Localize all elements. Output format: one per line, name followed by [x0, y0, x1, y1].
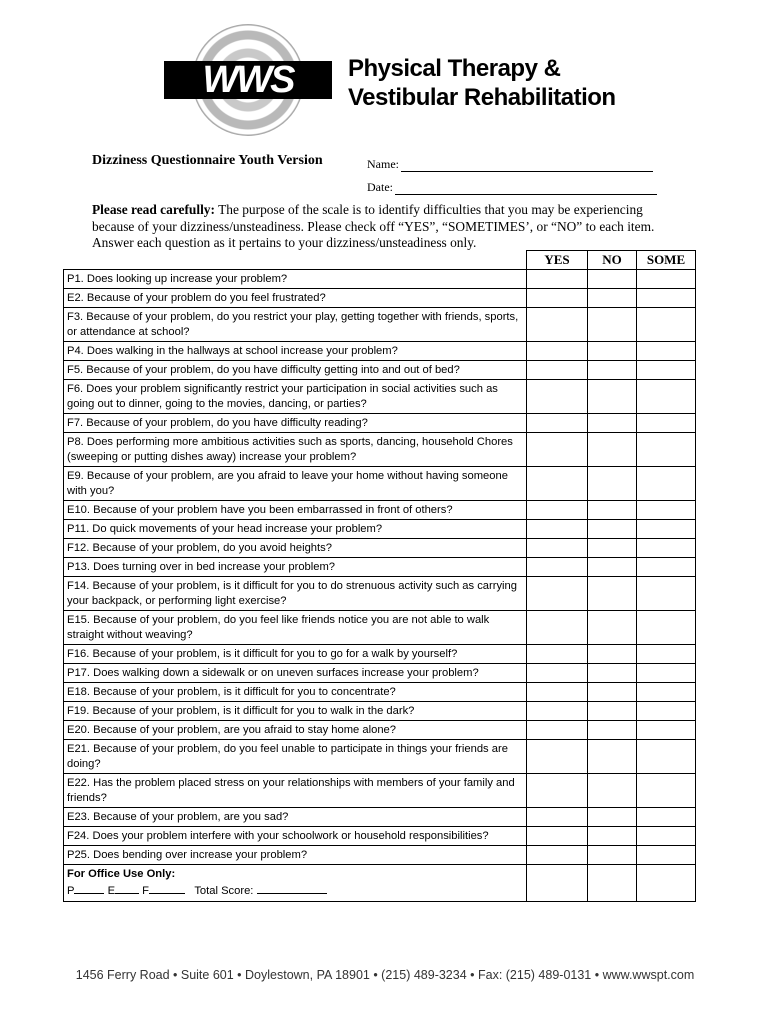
question-text: E10. Because of your problem have you been embarrassed in front of others? — [64, 501, 527, 520]
name-label: Name: — [367, 157, 399, 171]
question-row — [64, 702, 696, 721]
date-input-line[interactable] — [395, 182, 657, 195]
question-row — [64, 827, 696, 846]
answer-cell-yes[interactable] — [527, 645, 588, 664]
question-row — [64, 308, 696, 342]
answer-cell-no[interactable] — [588, 308, 637, 342]
answer-cell-some[interactable] — [637, 846, 696, 865]
question-text: E2. Because of your problem do you feel frustrated? — [64, 289, 527, 308]
question-text: P4. Does walking in the hallways at school increase your problem? — [64, 342, 527, 361]
office-use-cell — [64, 865, 527, 902]
question-text: P17. Does walking down a sidewalk or on uneven surfaces increase your problem? — [64, 664, 527, 683]
answer-cell-no[interactable] — [588, 611, 637, 645]
question-row — [64, 289, 696, 308]
answer-cell-some[interactable] — [637, 645, 696, 664]
question-text: F14. Because of your problem, is it difficult for you to do strenuous activity such as carrying your backpack, or performing light exercise? — [64, 577, 527, 611]
question-row — [64, 520, 696, 539]
answer-cell-yes[interactable] — [527, 846, 588, 865]
brand-line-2: Vestibular Rehabilitation — [348, 84, 616, 111]
office-f-label: F — [142, 885, 149, 897]
answer-cell-no[interactable] — [588, 827, 637, 846]
page-title: Dizziness Questionnaire Youth Version — [92, 153, 323, 168]
answer-cell-no[interactable] — [588, 342, 637, 361]
question-row — [64, 808, 696, 827]
instructions — [92, 202, 682, 252]
question-text: F19. Because of your problem, is it difficult for you to walk in the dark? — [64, 702, 527, 721]
question-row — [64, 645, 696, 664]
question-row — [64, 558, 696, 577]
answer-cell-yes[interactable] — [527, 467, 588, 501]
answer-cell-some[interactable] — [637, 308, 696, 342]
answer-cell-some[interactable] — [637, 361, 696, 380]
answer-cell-no[interactable] — [588, 361, 637, 380]
question-text: E15. Because of your problem, do you feel like friends notice you are not able to walk straight without weaving? — [64, 611, 527, 645]
office-cell-yes — [527, 865, 588, 902]
answer-cell-no[interactable] — [588, 577, 637, 611]
question-text: F6. Does your problem significantly restrict your participation in social activities such as going out to dinner, going to the movies, dancing, or parties? — [64, 380, 527, 414]
answer-cell-yes[interactable] — [527, 683, 588, 702]
office-cell-no — [588, 865, 637, 902]
question-row — [64, 846, 696, 865]
office-f-blank[interactable] — [149, 882, 185, 894]
answer-cell-some[interactable] — [637, 539, 696, 558]
name-input-line[interactable] — [401, 159, 653, 172]
answer-cell-some[interactable] — [637, 721, 696, 740]
footer-address: 1456 Ferry Road • Suite 601 • Doylestown, PA 18901 • (215) 489-3234 • Fax: (215) 489-0131 • www.wwspt.com — [75, 968, 695, 982]
answer-cell-yes[interactable] — [527, 342, 588, 361]
answer-cell-no[interactable] — [588, 683, 637, 702]
answer-cell-no[interactable] — [588, 702, 637, 721]
answer-cell-no[interactable] — [588, 380, 637, 414]
question-row — [64, 774, 696, 808]
answer-cell-yes[interactable] — [527, 774, 588, 808]
brand-line-1: Physical Therapy & — [348, 55, 561, 82]
name-field — [367, 157, 653, 172]
answer-cell-yes[interactable] — [527, 740, 588, 774]
question-text: P11. Do quick movements of your head increase your problem? — [64, 520, 527, 539]
office-cell-some — [637, 865, 696, 902]
answer-cell-yes[interactable] — [527, 414, 588, 433]
answer-cell-some[interactable] — [637, 289, 696, 308]
answer-cell-yes[interactable] — [527, 539, 588, 558]
question-text: F7. Because of your problem, do you have difficulty reading? — [64, 414, 527, 433]
answer-cell-yes[interactable] — [527, 501, 588, 520]
office-total-blank[interactable] — [257, 882, 327, 894]
questionnaire-table — [63, 250, 696, 902]
answer-cell-some[interactable] — [637, 774, 696, 808]
question-text: E9. Because of your problem, are you afraid to leave your home without having someone with you? — [64, 467, 527, 501]
office-p-blank[interactable] — [74, 882, 104, 894]
answer-cell-some[interactable] — [637, 827, 696, 846]
answer-cell-no[interactable] — [588, 558, 637, 577]
instructions-text: The purpose of the scale is to identify difficulties that you may be experiencing because of your dizziness/unsteadiness. Please check off “YES”, “SOMETIMES’, or “NO” to each item. Answer each question as it pertains to your dizziness/unsteadiness only. — [92, 202, 655, 250]
question-row — [64, 683, 696, 702]
question-row — [64, 740, 696, 774]
answer-cell-yes[interactable] — [527, 664, 588, 683]
answer-cell-no[interactable] — [588, 539, 637, 558]
answer-cell-some[interactable] — [637, 558, 696, 577]
answer-cell-yes[interactable] — [527, 558, 588, 577]
answer-cell-yes[interactable] — [527, 702, 588, 721]
brand-name — [348, 54, 616, 112]
column-some: SOME — [637, 251, 696, 270]
answer-cell-yes[interactable] — [527, 808, 588, 827]
question-row — [64, 611, 696, 645]
answer-cell-no[interactable] — [588, 467, 637, 501]
column-no: NO — [588, 251, 637, 270]
question-text: P13. Does turning over in bed increase your problem? — [64, 558, 527, 577]
answer-cell-yes[interactable] — [527, 361, 588, 380]
answer-cell-some[interactable] — [637, 611, 696, 645]
office-total-label: Total Score: — [194, 885, 254, 897]
answer-cell-some[interactable] — [637, 467, 696, 501]
question-text: F16. Because of your problem, is it difficult for you to go for a walk by yourself? — [64, 645, 527, 664]
answer-cell-no[interactable] — [588, 721, 637, 740]
answer-cell-yes[interactable] — [527, 721, 588, 740]
answer-cell-yes[interactable] — [527, 611, 588, 645]
answer-cell-no[interactable] — [588, 414, 637, 433]
question-row — [64, 342, 696, 361]
logo — [164, 24, 624, 136]
answer-cell-no[interactable] — [588, 645, 637, 664]
answer-cell-no[interactable] — [588, 520, 637, 539]
answer-cell-no[interactable] — [588, 664, 637, 683]
answer-cell-some[interactable] — [637, 740, 696, 774]
answer-cell-yes[interactable] — [527, 308, 588, 342]
office-use-row — [64, 865, 696, 902]
question-row — [64, 501, 696, 520]
question-row — [64, 721, 696, 740]
answer-cell-no[interactable] — [588, 270, 637, 289]
answer-cell-yes[interactable] — [527, 289, 588, 308]
answer-cell-some[interactable] — [637, 380, 696, 414]
question-row — [64, 664, 696, 683]
question-row — [64, 577, 696, 611]
answer-cell-some[interactable] — [637, 270, 696, 289]
question-row — [64, 414, 696, 433]
question-text: E21. Because of your problem, do you feel unable to participate in things your friends are doing? — [64, 740, 527, 774]
office-e-blank[interactable] — [115, 882, 139, 894]
header-blank — [64, 251, 527, 270]
office-e-label: E — [107, 885, 116, 897]
question-row — [64, 433, 696, 467]
office-p-label: P — [67, 885, 75, 897]
answer-cell-some[interactable] — [637, 702, 696, 721]
answer-cell-yes[interactable] — [527, 827, 588, 846]
answer-cell-yes[interactable] — [527, 520, 588, 539]
question-text: F5. Because of your problem, do you have difficulty getting into and out of bed? — [64, 361, 527, 380]
question-row — [64, 380, 696, 414]
header-row — [64, 251, 696, 270]
question-row — [64, 467, 696, 501]
question-text: F12. Because of your problem, do you avoid heights? — [64, 539, 527, 558]
answer-cell-yes[interactable] — [527, 577, 588, 611]
question-row — [64, 539, 696, 558]
answer-cell-no[interactable] — [588, 433, 637, 467]
answer-cell-yes[interactable] — [527, 270, 588, 289]
instructions-lead: Please read carefully: — [92, 202, 215, 217]
answer-cell-some[interactable] — [637, 664, 696, 683]
question-text: E22. Has the problem placed stress on your relationships with members of your family and friends? — [64, 774, 527, 808]
answer-cell-some[interactable] — [637, 577, 696, 611]
answer-cell-yes[interactable] — [527, 380, 588, 414]
answer-cell-some[interactable] — [637, 520, 696, 539]
question-text: E20. Because of your problem, are you afraid to stay home alone? — [64, 721, 527, 740]
date-field — [367, 180, 657, 195]
question-row — [64, 270, 696, 289]
question-text: E23. Because of your problem, are you sad? — [64, 808, 527, 827]
question-text: P25. Does bending over increase your problem? — [64, 846, 527, 865]
answer-cell-no[interactable] — [588, 808, 637, 827]
question-row — [64, 361, 696, 380]
answer-cell-yes[interactable] — [527, 433, 588, 467]
question-text: F24. Does your problem interfere with your schoolwork or household responsibilities? — [64, 827, 527, 846]
question-text: E18. Because of your problem, is it difficult for you to concentrate? — [64, 683, 527, 702]
answer-cell-some[interactable] — [637, 433, 696, 467]
answer-cell-no[interactable] — [588, 740, 637, 774]
answer-cell-some[interactable] — [637, 414, 696, 433]
answer-cell-some[interactable] — [637, 501, 696, 520]
answer-cell-no[interactable] — [588, 289, 637, 308]
question-text: P8. Does performing more ambitious activities such as sports, dancing, household Chores (sweeping or putting dishes away) increase your problem? — [64, 433, 527, 467]
answer-cell-no[interactable] — [588, 501, 637, 520]
answer-cell-some[interactable] — [637, 808, 696, 827]
question-text: F3. Because of your problem, do you restrict your play, getting together with friends, sports, or attendance at school? — [64, 308, 527, 342]
office-use-heading: For Office Use Only: — [67, 868, 176, 880]
answer-cell-no[interactable] — [588, 774, 637, 808]
answer-cell-some[interactable] — [637, 683, 696, 702]
column-yes: YES — [527, 251, 588, 270]
answer-cell-some[interactable] — [637, 342, 696, 361]
date-label: Date: — [367, 180, 393, 194]
logo-wordmark: WWS — [202, 59, 294, 101]
answer-cell-no[interactable] — [588, 846, 637, 865]
office-use-scores — [67, 882, 523, 899]
question-text: P1. Does looking up increase your problem? — [64, 270, 527, 289]
